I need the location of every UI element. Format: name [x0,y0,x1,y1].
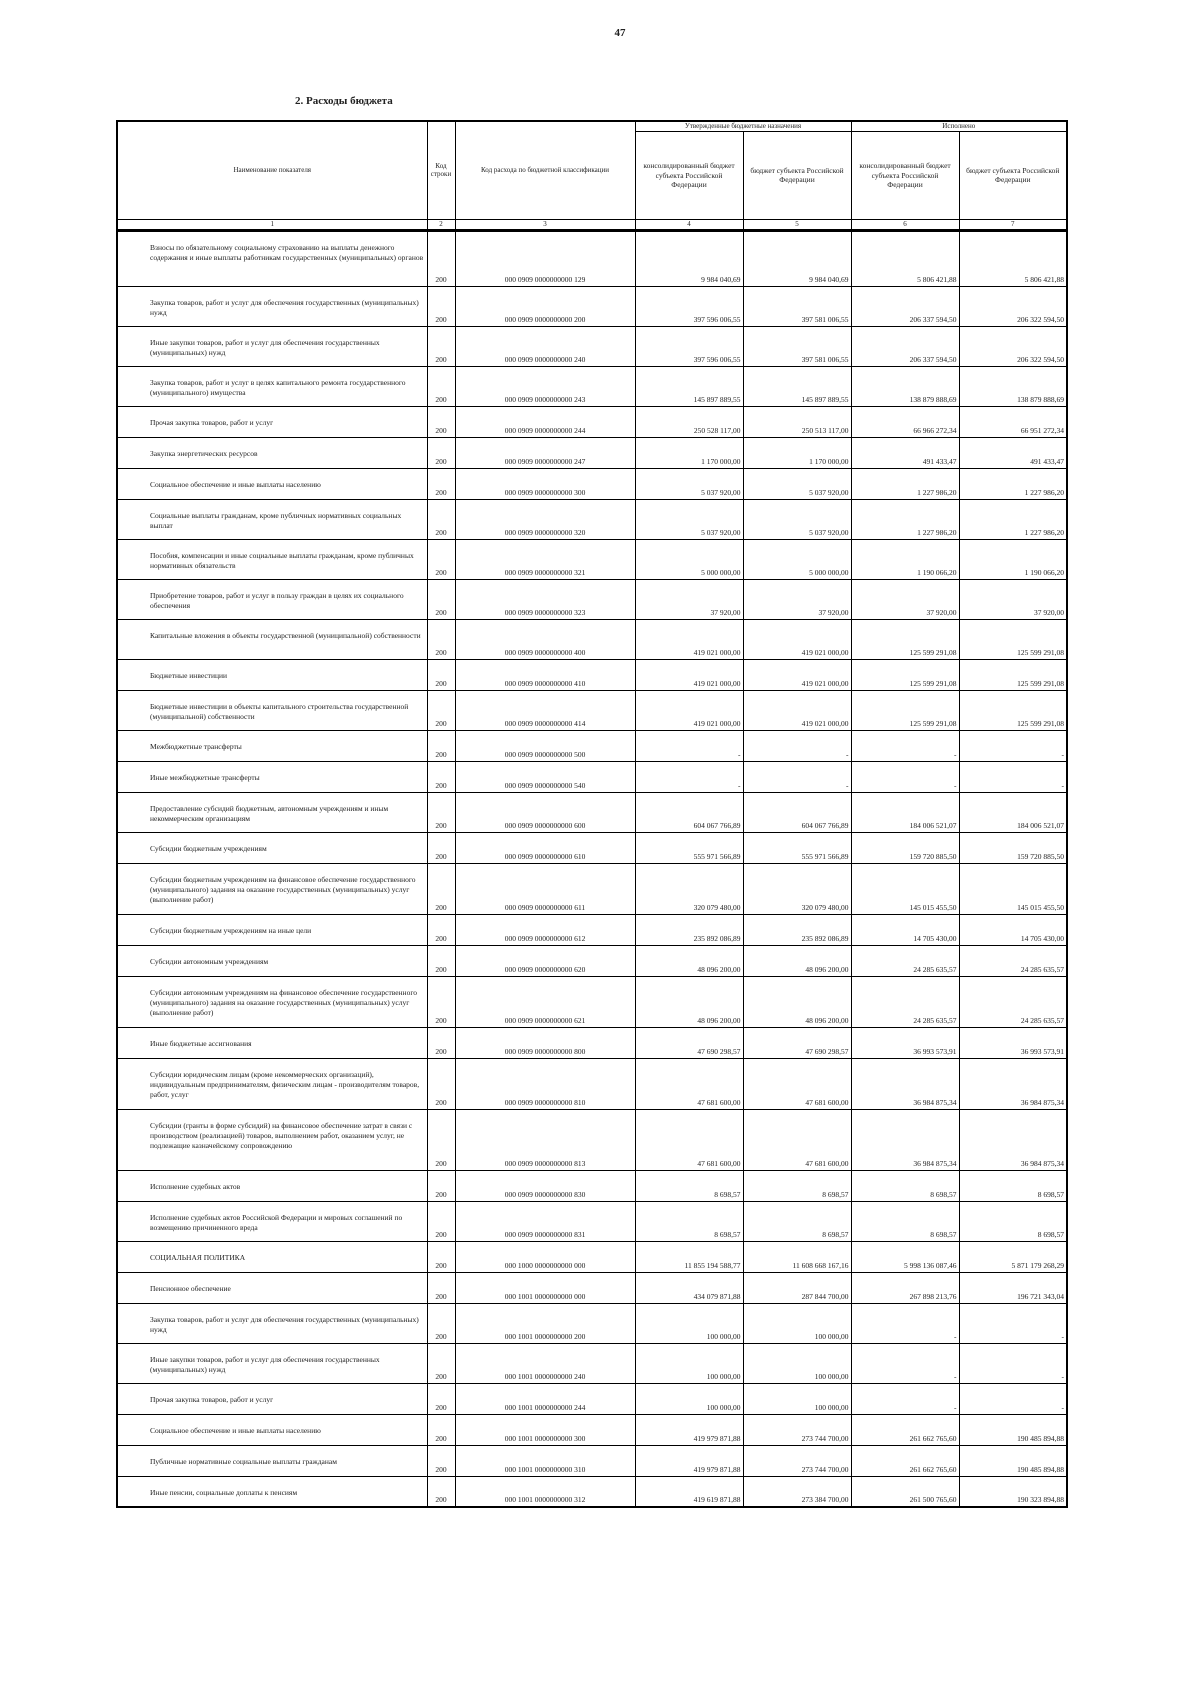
row-approved-subject: 604 067 766,89 [743,792,851,832]
row-classification-code: 000 1001 0000000000 240 [455,1343,635,1383]
row-approved-subject: 397 581 006,55 [743,286,851,326]
row-name: Исполнение судебных актов [117,1170,427,1201]
row-code: 200 [427,437,455,468]
row-name: Межбюджетные трансферты [117,730,427,761]
table-row [117,1170,1067,1201]
row-name: Закупка энергетических ресурсов [117,437,427,468]
row-executed-consolidated: 145 015 455,50 [851,863,959,914]
row-approved-consolidated: 145 897 889,55 [635,366,743,406]
row-code: 200 [427,1383,455,1414]
row-executed-consolidated: 24 285 635,57 [851,976,959,1027]
row-approved-consolidated: 419 021 000,00 [635,690,743,730]
row-name: Субсидии автономным учреждениям на финансовое обеспечение государственного (муниципального) задания на оказание государственных (муниципальных) услуг (выполнение работ) [117,976,427,1027]
row-name: Закупка товаров, работ и услуг в целях капитального ремонта государственного (муниципального) имущества [117,366,427,406]
expenses-table [116,120,1068,1508]
row-executed-subject: 159 720 885,50 [959,832,1067,863]
row-approved-subject: 1 170 000,00 [743,437,851,468]
table-row [117,1343,1067,1383]
row-code: 200 [427,1109,455,1170]
row-classification-code: 000 1000 0000000000 000 [455,1241,635,1272]
row-executed-subject: 190 323 894,88 [959,1476,1067,1507]
row-approved-consolidated: 419 979 871,88 [635,1445,743,1476]
row-classification-code: 000 0909 0000000000 400 [455,619,635,659]
row-approved-subject: 555 971 566,89 [743,832,851,863]
table-row [117,863,1067,914]
row-approved-subject: 100 000,00 [743,1303,851,1343]
header-num-3: 3 [455,219,635,230]
row-approved-subject: 419 021 000,00 [743,619,851,659]
row-executed-consolidated: 267 898 213,76 [851,1272,959,1303]
table-row [117,690,1067,730]
table-row [117,326,1067,366]
table-row [117,914,1067,945]
row-executed-consolidated: 36 993 573,91 [851,1027,959,1058]
table-row [117,1241,1067,1272]
row-approved-subject: 419 021 000,00 [743,659,851,690]
row-executed-consolidated: - [851,730,959,761]
row-executed-subject: 196 721 343,04 [959,1272,1067,1303]
row-code: 200 [427,326,455,366]
table-row [117,1445,1067,1476]
row-executed-consolidated: - [851,1343,959,1383]
row-approved-subject: 145 897 889,55 [743,366,851,406]
row-name: Взносы по обязательному социальному страхованию на выплаты денежного содержания и иные выплаты работникам государственных (муниципальных) органов [117,230,427,286]
row-approved-subject: 48 096 200,00 [743,945,851,976]
row-executed-consolidated: 36 984 875,34 [851,1058,959,1109]
table-row [117,499,1067,539]
row-executed-consolidated: 1 227 986,20 [851,468,959,499]
table-row [117,1272,1067,1303]
row-executed-consolidated: 261 662 765,60 [851,1445,959,1476]
table-row [117,579,1067,619]
row-code: 200 [427,230,455,286]
row-approved-subject: 5 037 920,00 [743,468,851,499]
row-executed-consolidated: - [851,1303,959,1343]
row-approved-consolidated: 37 920,00 [635,579,743,619]
row-approved-consolidated: 47 681 600,00 [635,1058,743,1109]
row-classification-code: 000 0909 0000000000 621 [455,976,635,1027]
table-row [117,406,1067,437]
row-executed-subject: 36 993 573,91 [959,1027,1067,1058]
row-code: 200 [427,579,455,619]
row-name: Закупка товаров, работ и услуг для обеспечения государственных (муниципальных) нужд [117,286,427,326]
row-executed-subject: - [959,730,1067,761]
row-code: 200 [427,539,455,579]
row-name: Социальное обеспечение и иные выплаты населению [117,468,427,499]
row-executed-consolidated: 206 337 594,50 [851,326,959,366]
header-num-6: 6 [851,219,959,230]
row-executed-consolidated: 159 720 885,50 [851,832,959,863]
table-row [117,1476,1067,1507]
row-classification-code: 000 0909 0000000000 813 [455,1109,635,1170]
row-name: Субсидии бюджетным учреждениям на финансовое обеспечение государственного (муниципального) задания на оказание государственных (муниципальных) услуг (выполнение работ) [117,863,427,914]
row-name: Капитальные вложения в объекты государственной (муниципальной) собственности [117,619,427,659]
table-row [117,1058,1067,1109]
section-title: 2. Расходы бюджета [295,95,393,107]
row-executed-consolidated: 184 006 521,07 [851,792,959,832]
row-executed-consolidated: 36 984 875,34 [851,1109,959,1170]
row-executed-consolidated: 491 433,47 [851,437,959,468]
row-code: 200 [427,366,455,406]
row-approved-subject: 235 892 086,89 [743,914,851,945]
row-executed-subject: 1 227 986,20 [959,499,1067,539]
row-executed-consolidated: 206 337 594,50 [851,286,959,326]
row-approved-subject: 5 037 920,00 [743,499,851,539]
row-classification-code: 000 0909 0000000000 620 [455,945,635,976]
row-name: Приобретение товаров, работ и услуг в пользу граждан в целях их социального обеспечения [117,579,427,619]
row-executed-subject: 37 920,00 [959,579,1067,619]
row-classification-code: 000 0909 0000000000 500 [455,730,635,761]
header-name: Наименование показателя [117,121,427,219]
header-num-5: 5 [743,219,851,230]
row-classification-code: 000 0909 0000000000 611 [455,863,635,914]
table-row [117,286,1067,326]
row-approved-consolidated: 419 021 000,00 [635,659,743,690]
row-code: 200 [427,761,455,792]
row-name: Исполнение судебных актов Российской Федерации и мировых соглашений по возмещению причиненного вреда [117,1201,427,1241]
row-executed-consolidated: - [851,1383,959,1414]
row-name: Социальное обеспечение и иные выплаты населению [117,1414,427,1445]
row-executed-consolidated: 14 705 430,00 [851,914,959,945]
row-executed-subject: 145 015 455,50 [959,863,1067,914]
row-executed-subject: 24 285 635,57 [959,976,1067,1027]
table-row [117,730,1067,761]
row-name: Субсидии автономным учреждениям [117,945,427,976]
row-approved-consolidated: 11 855 194 588,77 [635,1241,743,1272]
row-executed-subject: 184 006 521,07 [959,792,1067,832]
row-approved-consolidated: 434 079 871,88 [635,1272,743,1303]
row-executed-consolidated: 5 998 136 087,46 [851,1241,959,1272]
row-classification-code: 000 0909 0000000000 320 [455,499,635,539]
row-code: 200 [427,792,455,832]
row-code: 200 [427,406,455,437]
row-code: 200 [427,1241,455,1272]
row-approved-consolidated: 5 000 000,00 [635,539,743,579]
row-approved-consolidated: 8 698,57 [635,1170,743,1201]
row-classification-code: 000 0909 0000000000 410 [455,659,635,690]
row-executed-subject: 190 485 894,88 [959,1445,1067,1476]
row-code: 200 [427,1058,455,1109]
row-executed-subject: 1 227 986,20 [959,468,1067,499]
table-row [117,1303,1067,1343]
row-approved-subject: 397 581 006,55 [743,326,851,366]
row-classification-code: 000 0909 0000000000 830 [455,1170,635,1201]
table-row [117,1383,1067,1414]
row-approved-subject: - [743,730,851,761]
row-approved-consolidated: 47 690 298,57 [635,1027,743,1058]
table-row [117,468,1067,499]
row-executed-consolidated: 125 599 291,08 [851,659,959,690]
row-executed-consolidated: 66 966 272,34 [851,406,959,437]
row-executed-subject: 190 485 894,88 [959,1414,1067,1445]
row-approved-subject: 47 690 298,57 [743,1027,851,1058]
row-executed-subject: 5 806 421,88 [959,230,1067,286]
row-name: Иные бюджетные ассигнования [117,1027,427,1058]
row-approved-consolidated: 47 681 600,00 [635,1109,743,1170]
row-classification-code: 000 0909 0000000000 540 [455,761,635,792]
row-executed-subject: - [959,1303,1067,1343]
row-approved-subject: 47 681 600,00 [743,1109,851,1170]
row-name: Субсидии бюджетным учреждениям на иные цели [117,914,427,945]
table-row [117,1027,1067,1058]
row-code: 200 [427,1272,455,1303]
header-executed-group: Исполнено [851,121,1067,131]
row-executed-subject: 8 698,57 [959,1201,1067,1241]
row-approved-subject: 8 698,57 [743,1170,851,1201]
row-code: 200 [427,914,455,945]
row-executed-consolidated: 1 190 066,20 [851,539,959,579]
table-row [117,832,1067,863]
row-approved-subject: 320 079 480,00 [743,863,851,914]
row-code: 200 [427,1445,455,1476]
row-executed-consolidated: 138 879 888,69 [851,366,959,406]
table-row [117,366,1067,406]
header-num-1: 1 [117,219,427,230]
row-name: Бюджетные инвестиции [117,659,427,690]
row-executed-subject: 8 698,57 [959,1170,1067,1201]
row-name: Публичные нормативные социальные выплаты гражданам [117,1445,427,1476]
row-name: Субсидии юридическим лицам (кроме некоммерческих организаций), индивидуальным предпринимателям, физическим лицам - производителям товаров, работ, услуг [117,1058,427,1109]
row-name: Иные пенсии, социальные доплаты к пенсиям [117,1476,427,1507]
row-name: Закупка товаров, работ и услуг для обеспечения государственных (муниципальных) нужд [117,1303,427,1343]
row-executed-subject: - [959,1383,1067,1414]
row-classification-code: 000 0909 0000000000 244 [455,406,635,437]
row-name: Пенсионное обеспечение [117,1272,427,1303]
page-number: 47 [614,27,626,39]
row-code: 200 [427,863,455,914]
row-executed-consolidated: 37 920,00 [851,579,959,619]
row-executed-consolidated: 261 500 765,60 [851,1476,959,1507]
row-executed-subject: 125 599 291,08 [959,690,1067,730]
row-code: 200 [427,1201,455,1241]
row-executed-subject: 206 322 594,50 [959,286,1067,326]
row-approved-consolidated: 419 021 000,00 [635,619,743,659]
row-executed-subject: 36 984 875,34 [959,1109,1067,1170]
row-approved-consolidated: 397 596 006,55 [635,286,743,326]
row-code: 200 [427,832,455,863]
header-row-code: Код строки [427,121,455,219]
row-approved-consolidated: 555 971 566,89 [635,832,743,863]
row-approved-consolidated: 48 096 200,00 [635,976,743,1027]
row-executed-consolidated: 24 285 635,57 [851,945,959,976]
table-row [117,1414,1067,1445]
row-approved-consolidated: - [635,761,743,792]
row-approved-consolidated: 250 528 117,00 [635,406,743,437]
row-classification-code: 000 1001 0000000000 244 [455,1383,635,1414]
row-executed-subject: 206 322 594,50 [959,326,1067,366]
row-classification-code: 000 0909 0000000000 800 [455,1027,635,1058]
table-row [117,1201,1067,1241]
row-executed-subject: 125 599 291,08 [959,619,1067,659]
row-classification-code: 000 0909 0000000000 243 [455,366,635,406]
row-approved-consolidated: 419 619 871,88 [635,1476,743,1507]
row-classification-code: 000 1001 0000000000 000 [455,1272,635,1303]
row-classification-code: 000 1001 0000000000 300 [455,1414,635,1445]
table-row [117,976,1067,1027]
row-code: 200 [427,730,455,761]
row-approved-consolidated: 100 000,00 [635,1303,743,1343]
row-name: Иные закупки товаров, работ и услуг для обеспечения государственных (муниципальных) нужд [117,326,427,366]
row-name: Прочая закупка товаров, работ и услуг [117,1383,427,1414]
row-executed-consolidated: 8 698,57 [851,1170,959,1201]
row-name: Пособия, компенсации и иные социальные выплаты гражданам, кроме публичных нормативных обязательств [117,539,427,579]
table-row [117,792,1067,832]
row-name: Субсидии (гранты в форме субсидий) на финансовое обеспечение затрат в связи с производством (реализацией) товаров, выполнением работ, оказанием услуг, не подлежащие казначейскому сопровождению [117,1109,427,1170]
row-approved-consolidated: 5 037 920,00 [635,499,743,539]
row-classification-code: 000 1001 0000000000 200 [455,1303,635,1343]
row-classification-code: 000 0909 0000000000 600 [455,792,635,832]
row-code: 200 [427,468,455,499]
row-executed-subject: 491 433,47 [959,437,1067,468]
row-approved-subject: 273 744 700,00 [743,1445,851,1476]
row-name: Иные закупки товаров, работ и услуг для обеспечения государственных (муниципальных) нужд [117,1343,427,1383]
row-code: 200 [427,976,455,1027]
table-row [117,539,1067,579]
row-classification-code: 000 0909 0000000000 612 [455,914,635,945]
row-approved-consolidated: 419 979 871,88 [635,1414,743,1445]
row-approved-consolidated: 235 892 086,89 [635,914,743,945]
row-executed-subject: 5 871 179 268,29 [959,1241,1067,1272]
row-approved-consolidated: 9 984 040,69 [635,230,743,286]
row-approved-subject: 273 384 700,00 [743,1476,851,1507]
row-classification-code: 000 0909 0000000000 300 [455,468,635,499]
header-approved-consolidated: консолидированный бюджет субъекта Российской Федерации [635,131,743,219]
row-name: Бюджетные инвестиции в объекты капитального строительства государственной (муниципальной) собственности [117,690,427,730]
header-executed-consolidated: консолидированный бюджет субъекта Российской Федерации [851,131,959,219]
header-num-7: 7 [959,219,1067,230]
row-approved-subject: 419 021 000,00 [743,690,851,730]
row-classification-code: 000 0909 0000000000 810 [455,1058,635,1109]
row-executed-subject: - [959,761,1067,792]
table-row [117,761,1067,792]
row-approved-consolidated: 100 000,00 [635,1343,743,1383]
row-executed-subject: 36 984 875,34 [959,1058,1067,1109]
row-approved-subject: 100 000,00 [743,1343,851,1383]
row-code: 200 [427,1414,455,1445]
row-executed-consolidated: - [851,761,959,792]
row-code: 200 [427,1343,455,1383]
row-approved-subject: 250 513 117,00 [743,406,851,437]
row-approved-subject: 47 681 600,00 [743,1058,851,1109]
table-row [117,230,1067,286]
row-approved-subject: 5 000 000,00 [743,539,851,579]
row-code: 200 [427,1027,455,1058]
row-executed-consolidated: 125 599 291,08 [851,690,959,730]
row-code: 200 [427,286,455,326]
row-classification-code: 000 1001 0000000000 310 [455,1445,635,1476]
row-approved-consolidated: 48 096 200,00 [635,945,743,976]
table-row [117,619,1067,659]
row-approved-subject: 9 984 040,69 [743,230,851,286]
row-classification-code: 000 0909 0000000000 200 [455,286,635,326]
header-approved-group: Утвержденные бюджетные назначения [635,121,851,131]
table-body [117,230,1067,1507]
row-code: 200 [427,1303,455,1343]
row-approved-subject: 48 096 200,00 [743,976,851,1027]
row-classification-code: 000 0909 0000000000 323 [455,579,635,619]
row-approved-subject: - [743,761,851,792]
row-name: Иные межбюджетные трансферты [117,761,427,792]
row-approved-consolidated: 397 596 006,55 [635,326,743,366]
row-classification-code: 000 0909 0000000000 240 [455,326,635,366]
row-approved-subject: 273 744 700,00 [743,1414,851,1445]
row-approved-subject: 11 608 668 167,16 [743,1241,851,1272]
row-code: 200 [427,619,455,659]
row-code: 200 [427,659,455,690]
row-approved-consolidated: 1 170 000,00 [635,437,743,468]
row-executed-consolidated: 261 662 765,60 [851,1414,959,1445]
row-name: Предоставление субсидий бюджетным, автономным учреждениям и иным некоммерческим организациям [117,792,427,832]
row-executed-subject: 24 285 635,57 [959,945,1067,976]
row-executed-subject: - [959,1343,1067,1383]
row-approved-consolidated: 604 067 766,89 [635,792,743,832]
row-executed-consolidated: 1 227 986,20 [851,499,959,539]
table-row [117,1109,1067,1170]
row-name: Прочая закупка товаров, работ и услуг [117,406,427,437]
row-approved-subject: 100 000,00 [743,1383,851,1414]
row-code: 200 [427,499,455,539]
row-approved-subject: 8 698,57 [743,1201,851,1241]
row-name: СОЦИАЛЬНАЯ ПОЛИТИКА [117,1241,427,1272]
header-classification-code: Код расхода по бюджетной классификации [455,121,635,219]
row-executed-subject: 138 879 888,69 [959,366,1067,406]
row-classification-code: 000 0909 0000000000 321 [455,539,635,579]
header-num-2: 2 [427,219,455,230]
row-approved-subject: 37 920,00 [743,579,851,619]
row-approved-subject: 287 844 700,00 [743,1272,851,1303]
row-executed-subject: 1 190 066,20 [959,539,1067,579]
row-approved-consolidated: 5 037 920,00 [635,468,743,499]
row-approved-consolidated: 8 698,57 [635,1201,743,1241]
row-classification-code: 000 0909 0000000000 610 [455,832,635,863]
row-code: 200 [427,945,455,976]
table-row [117,437,1067,468]
table-row [117,659,1067,690]
row-classification-code: 000 0909 0000000000 247 [455,437,635,468]
row-executed-subject: 66 951 272,34 [959,406,1067,437]
header-executed-subject: бюджет субъекта Российской Федерации [959,131,1067,219]
row-approved-consolidated: 100 000,00 [635,1383,743,1414]
row-executed-consolidated: 5 806 421,88 [851,230,959,286]
header-num-4: 4 [635,219,743,230]
row-name: Субсидии бюджетным учреждениям [117,832,427,863]
header-approved-subject: бюджет субъекта Российской Федерации [743,131,851,219]
row-executed-subject: 125 599 291,08 [959,659,1067,690]
row-approved-consolidated: - [635,730,743,761]
table-row [117,945,1067,976]
row-approved-consolidated: 320 079 480,00 [635,863,743,914]
row-classification-code: 000 0909 0000000000 129 [455,230,635,286]
row-code: 200 [427,1476,455,1507]
row-classification-code: 000 0909 0000000000 414 [455,690,635,730]
row-code: 200 [427,1170,455,1201]
row-classification-code: 000 1001 0000000000 312 [455,1476,635,1507]
row-executed-consolidated: 125 599 291,08 [851,619,959,659]
row-code: 200 [427,690,455,730]
row-executed-consolidated: 8 698,57 [851,1201,959,1241]
row-executed-subject: 14 705 430,00 [959,914,1067,945]
row-name: Социальные выплаты гражданам, кроме публичных нормативных социальных выплат [117,499,427,539]
row-classification-code: 000 0909 0000000000 831 [455,1201,635,1241]
